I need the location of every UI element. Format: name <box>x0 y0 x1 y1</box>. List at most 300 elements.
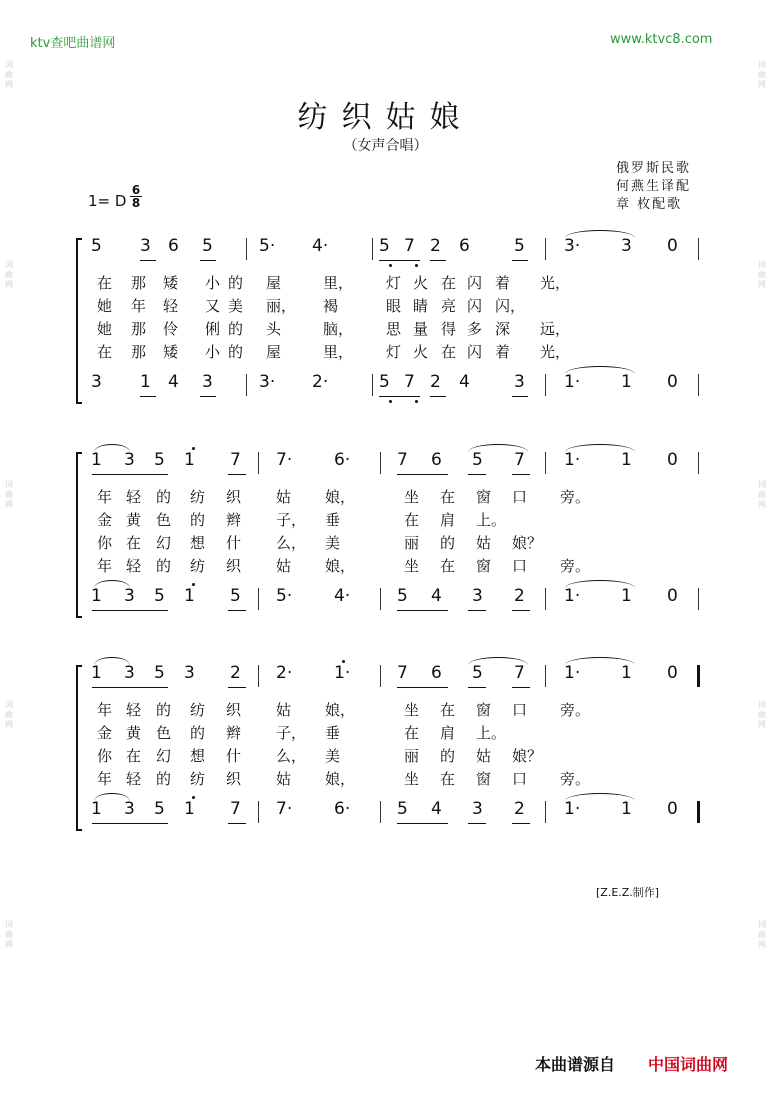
note: 2 <box>230 663 241 683</box>
lyric-char: 窗 <box>476 557 492 575</box>
lyric-char: 里， <box>323 274 354 292</box>
lyric-char: 的 <box>228 320 244 338</box>
lyric-char: 火 <box>413 274 429 292</box>
note: 3 <box>124 586 135 606</box>
beam-underline <box>379 260 420 261</box>
bar-line <box>246 238 247 260</box>
bar-line <box>698 588 699 610</box>
footer-source-label: 本曲谱源自 <box>535 1055 616 1074</box>
lyric-char: 上。 <box>476 511 507 529</box>
lyric-char: 在 <box>440 557 456 575</box>
lyric-char: 美 <box>325 747 341 765</box>
lyric-char: 色 <box>156 511 172 529</box>
beam-underline <box>228 610 246 611</box>
note: 1 <box>621 586 632 606</box>
bar-line <box>258 665 259 687</box>
left-watermark: 词曲网 <box>5 920 13 949</box>
slur <box>565 230 635 238</box>
header-left-site[interactable]: ktv查吧曲谱网 <box>30 36 116 51</box>
beam-underline <box>92 474 168 475</box>
lyric-char: 丽 <box>404 747 420 765</box>
bar-line <box>380 665 381 687</box>
note: 0 <box>667 450 678 470</box>
bar-line <box>246 374 247 396</box>
note: 5 <box>397 799 408 819</box>
bar-line <box>372 374 373 396</box>
left-watermark: 词曲网 <box>5 700 13 729</box>
lyric-char: 窗 <box>476 701 492 719</box>
lyric-char: 矮 <box>163 343 179 361</box>
lyric-char: 美 <box>325 534 341 552</box>
note: 5 <box>91 236 102 256</box>
lyric-char: 她 <box>97 297 113 315</box>
slur <box>94 793 130 801</box>
note: 1 <box>140 372 151 392</box>
lyric-char: 得 <box>441 320 457 338</box>
note: 1 <box>621 372 632 392</box>
lyric-char: 姑 <box>276 488 292 506</box>
octave-dot-below <box>415 400 418 403</box>
note: 2 <box>430 372 441 392</box>
lyric-char: 坐 <box>404 557 420 575</box>
lyric-char: 的 <box>228 274 244 292</box>
note: 0 <box>667 586 678 606</box>
system-brace <box>76 665 82 831</box>
lyric-char: 姑 <box>476 534 492 552</box>
system-brace <box>76 238 82 404</box>
note: 5· <box>259 236 276 256</box>
beam-underline <box>92 687 168 688</box>
note: 1 <box>184 586 195 606</box>
lyric-char: 俐 <box>205 320 221 338</box>
beam-underline <box>468 474 486 475</box>
lyric-char: 什 <box>226 534 242 552</box>
lyric-char: 多 <box>467 320 483 338</box>
lyric-char: 那 <box>131 343 147 361</box>
lyric-char: 娘？ <box>512 534 543 552</box>
lyric-char: 肩 <box>440 511 456 529</box>
note: 7 <box>514 663 525 683</box>
note: 7· <box>276 450 293 470</box>
lyric-char: 闪 <box>467 297 483 315</box>
left-watermark: 词曲网 <box>5 480 13 509</box>
note: 4 <box>459 372 470 392</box>
lyric-char: 幻 <box>156 534 172 552</box>
lyric-char: 轻 <box>126 488 142 506</box>
note: 5 <box>472 450 483 470</box>
note: 3 <box>472 799 483 819</box>
bar-line <box>545 588 546 610</box>
note: 7· <box>276 799 293 819</box>
lyric-char: 窗 <box>476 770 492 788</box>
lyric-char: 小 <box>205 343 221 361</box>
octave-dot <box>342 660 345 663</box>
note: 1 <box>184 799 195 819</box>
bar-line <box>258 588 259 610</box>
note: 0 <box>667 372 678 392</box>
beam-underline <box>92 610 168 611</box>
lyric-char: 旁。 <box>560 488 591 506</box>
header-right-site[interactable]: www.ktvc8.com <box>610 32 713 47</box>
lyric-char: 那 <box>131 320 147 338</box>
lyric-char: 光， <box>540 274 571 292</box>
lyric-char: 旁。 <box>560 701 591 719</box>
lyric-char: 黄 <box>126 724 142 742</box>
slur <box>565 444 635 452</box>
note: 5 <box>154 450 165 470</box>
note: 7 <box>397 450 408 470</box>
note: 3 <box>514 372 525 392</box>
bar-line <box>380 452 381 474</box>
lyric-char: 她 <box>97 320 113 338</box>
lyric-char: 年 <box>97 770 113 788</box>
octave-dot <box>192 796 195 799</box>
lyric-char: 你 <box>97 534 113 552</box>
lyric-char: 在 <box>440 488 456 506</box>
lyric-char: 么， <box>276 534 307 552</box>
note: 7 <box>514 450 525 470</box>
note: 3· <box>259 372 276 392</box>
left-watermark: 词曲网 <box>5 60 13 89</box>
lyric-char: 的 <box>440 747 456 765</box>
lyric-char: 娘？ <box>512 747 543 765</box>
lyric-char: 轻 <box>126 557 142 575</box>
lyric-char: 丽， <box>266 297 297 315</box>
lyric-char: 轻 <box>126 701 142 719</box>
lyric-char: 黄 <box>126 511 142 529</box>
lyric-char: 着 <box>495 274 511 292</box>
lyric-char: 色 <box>156 724 172 742</box>
note: 7 <box>230 450 241 470</box>
slur <box>565 793 635 801</box>
lyric-char: 纺 <box>190 488 206 506</box>
lyric-char: 窗 <box>476 488 492 506</box>
lyric-char: 眼 <box>386 297 402 315</box>
octave-dot-below <box>389 400 392 403</box>
bar-line <box>380 801 381 823</box>
note: 5 <box>154 799 165 819</box>
note: 1 <box>621 799 632 819</box>
note: 3 <box>91 372 102 392</box>
lyric-char: 思 <box>386 320 402 338</box>
lyric-char: 在 <box>440 770 456 788</box>
key-signature: 1= D <box>88 192 127 210</box>
note: 5 <box>202 236 213 256</box>
beam-underline <box>228 823 246 824</box>
slur <box>94 657 130 665</box>
note: 5 <box>154 663 165 683</box>
song-subtitle: （女声合唱） <box>343 138 428 154</box>
bar-line <box>697 665 700 687</box>
note: 3 <box>124 663 135 683</box>
lyric-char: 娘， <box>325 557 356 575</box>
note: 5· <box>276 586 293 606</box>
note: 1 <box>91 799 102 819</box>
lyric-char: 幻 <box>156 747 172 765</box>
lyric-char: 的 <box>156 557 172 575</box>
system-brace <box>76 452 82 618</box>
lyric-char: 在 <box>126 534 142 552</box>
note: 1 <box>91 450 102 470</box>
octave-dot <box>192 583 195 586</box>
lyric-char: 织 <box>226 557 242 575</box>
note: 4 <box>168 372 179 392</box>
beam-underline <box>200 260 216 261</box>
lyric-char: 口 <box>512 488 528 506</box>
lyric-char: 辫 <box>226 511 242 529</box>
note: 7 <box>404 236 415 256</box>
note: 1· <box>564 372 581 392</box>
bar-line <box>697 801 700 823</box>
lyric-char: 的 <box>156 488 172 506</box>
note: 1 <box>621 450 632 470</box>
lyric-char: 着 <box>495 343 511 361</box>
note: 5 <box>379 372 390 392</box>
beam-underline <box>140 260 156 261</box>
lyric-char: 屋 <box>266 343 282 361</box>
right-watermark: 词曲网 <box>758 700 766 729</box>
beam-underline <box>512 474 530 475</box>
beam-underline <box>228 474 246 475</box>
beam-underline <box>92 823 168 824</box>
note: 1 <box>91 663 102 683</box>
bar-line <box>380 588 381 610</box>
lyric-char: 辫 <box>226 724 242 742</box>
note: 7 <box>230 799 241 819</box>
beam-underline <box>468 823 486 824</box>
note: 6 <box>431 450 442 470</box>
bar-line <box>698 374 699 396</box>
note: 0 <box>667 663 678 683</box>
lyric-char: 年 <box>97 557 113 575</box>
beam-underline <box>397 823 448 824</box>
lyric-char: 又 <box>205 297 221 315</box>
lyric-char: 金 <box>97 724 113 742</box>
maker-credit: [Z.E.Z.制作] <box>596 886 660 899</box>
note: 2 <box>514 799 525 819</box>
time-signature <box>130 184 142 209</box>
lyric-char: 旁。 <box>560 770 591 788</box>
lyric-char: 口 <box>512 770 528 788</box>
lyric-char: 姑 <box>276 770 292 788</box>
right-watermark: 词曲网 <box>758 60 766 89</box>
bar-line <box>258 452 259 474</box>
lyric-char: 口 <box>512 701 528 719</box>
lyric-char: 灯 <box>386 343 402 361</box>
note: 6· <box>334 450 351 470</box>
bar-line <box>545 238 546 260</box>
beam-underline <box>397 610 448 611</box>
credit-line: 俄罗斯民歌 <box>616 161 692 176</box>
lyric-char: 织 <box>226 770 242 788</box>
lyric-char: 垂 <box>325 511 341 529</box>
note: 3 <box>140 236 151 256</box>
lyric-char: 伶 <box>163 320 179 338</box>
lyric-char: 金 <box>97 511 113 529</box>
lyric-char: 想 <box>190 747 206 765</box>
bar-line <box>258 801 259 823</box>
beam-underline <box>512 396 528 397</box>
bar-line <box>545 452 546 474</box>
lyric-char: 矮 <box>163 274 179 292</box>
lyric-char: 美 <box>228 297 244 315</box>
lyric-char: 垂 <box>325 724 341 742</box>
note: 3 <box>202 372 213 392</box>
lyric-char: 纺 <box>190 701 206 719</box>
lyric-char: 在 <box>97 274 113 292</box>
bar-line <box>545 374 546 396</box>
lyric-char: 睛 <box>413 297 429 315</box>
note: 0 <box>667 799 678 819</box>
lyric-char: 那 <box>131 274 147 292</box>
beam-underline <box>430 260 446 261</box>
beam-underline <box>228 687 246 688</box>
lyric-char: 小 <box>205 274 221 292</box>
lyric-char: 么， <box>276 747 307 765</box>
beam-underline <box>512 823 530 824</box>
octave-dot-below <box>415 264 418 267</box>
lyric-char: 什 <box>226 747 242 765</box>
note: 6· <box>334 799 351 819</box>
lyric-char: 坐 <box>404 701 420 719</box>
lyric-char: 上。 <box>476 724 507 742</box>
slur <box>565 366 635 374</box>
beam-underline <box>140 396 156 397</box>
lyric-char: 量 <box>413 320 429 338</box>
lyric-char: 织 <box>226 701 242 719</box>
lyric-char: 纺 <box>190 770 206 788</box>
note: 3 <box>124 799 135 819</box>
lyric-char: 娘， <box>325 701 356 719</box>
note: 2· <box>312 372 329 392</box>
lyric-char: 姑 <box>476 747 492 765</box>
time-sig-bottom: 8 <box>131 196 141 210</box>
lyric-char: 轻 <box>163 297 179 315</box>
note: 0 <box>667 236 678 256</box>
beam-underline <box>512 687 530 688</box>
note: 5 <box>154 586 165 606</box>
lyric-char: 在 <box>441 343 457 361</box>
lyric-char: 的 <box>228 343 244 361</box>
note: 3 <box>124 450 135 470</box>
song-title: 纺织姑娘 <box>297 100 474 135</box>
note: 1· <box>334 663 351 683</box>
note: 4· <box>312 236 329 256</box>
lyric-char: 子， <box>276 724 307 742</box>
beam-underline <box>468 610 486 611</box>
bar-line <box>698 238 699 260</box>
credit-line: 章 枚配歌 <box>616 197 683 212</box>
lyric-char: 的 <box>156 701 172 719</box>
note: 2 <box>430 236 441 256</box>
bar-line <box>698 452 699 474</box>
beam-underline <box>512 260 528 261</box>
lyric-char: 年 <box>97 488 113 506</box>
lyric-char: 亮 <box>441 297 457 315</box>
left-watermark: 词曲网 <box>5 260 13 289</box>
note: 1 <box>91 586 102 606</box>
credits <box>616 160 691 214</box>
lyric-char: 丽 <box>404 534 420 552</box>
lyric-char: 的 <box>190 724 206 742</box>
lyric-char: 你 <box>97 747 113 765</box>
right-watermark: 词曲网 <box>758 260 766 289</box>
lyric-char: 光， <box>540 343 571 361</box>
lyric-char: 闪 <box>467 274 483 292</box>
lyric-char: 在 <box>126 747 142 765</box>
lyric-char: 坐 <box>404 770 420 788</box>
note: 6 <box>459 236 470 256</box>
lyric-char: 在 <box>404 511 420 529</box>
slur <box>94 580 130 588</box>
slur <box>94 444 130 452</box>
note: 1 <box>621 663 632 683</box>
lyric-char: 轻 <box>126 770 142 788</box>
bar-line <box>372 238 373 260</box>
lyric-char: 的 <box>440 534 456 552</box>
bar-line <box>545 665 546 687</box>
slur <box>565 657 635 665</box>
note: 5 <box>397 586 408 606</box>
note: 5 <box>379 236 390 256</box>
note: 1 <box>184 450 195 470</box>
footer-source-name[interactable]: 中国词曲网 <box>648 1055 729 1074</box>
lyric-char: 在 <box>97 343 113 361</box>
right-watermark: 词曲网 <box>758 480 766 509</box>
note: 5 <box>514 236 525 256</box>
lyric-char: 闪， <box>495 297 526 315</box>
note: 3 <box>621 236 632 256</box>
octave-dot-below <box>389 264 392 267</box>
lyric-char: 年 <box>97 701 113 719</box>
right-watermark: 词曲网 <box>758 920 766 949</box>
lyric-char: 脑， <box>323 320 354 338</box>
note: 1· <box>564 450 581 470</box>
lyric-char: 旁。 <box>560 557 591 575</box>
lyric-char: 纺 <box>190 557 206 575</box>
slur <box>565 580 635 588</box>
lyric-char: 肩 <box>440 724 456 742</box>
lyric-char: 坐 <box>404 488 420 506</box>
lyric-char: 织 <box>226 488 242 506</box>
note: 7 <box>397 663 408 683</box>
beam-underline <box>397 687 448 688</box>
lyric-char: 口 <box>512 557 528 575</box>
slur <box>468 444 528 452</box>
lyric-char: 的 <box>190 511 206 529</box>
note: 3 <box>184 663 195 683</box>
lyric-char: 里， <box>323 343 354 361</box>
note: 5 <box>230 586 241 606</box>
lyric-char: 年 <box>131 297 147 315</box>
lyric-char: 姑 <box>276 701 292 719</box>
lyric-char: 的 <box>156 770 172 788</box>
note: 4· <box>334 586 351 606</box>
lyric-char: 娘， <box>325 488 356 506</box>
beam-underline <box>379 396 420 397</box>
lyric-char: 深 <box>495 320 511 338</box>
beam-underline <box>468 687 486 688</box>
lyric-char: 在 <box>404 724 420 742</box>
beam-underline <box>512 610 530 611</box>
note: 4 <box>431 586 442 606</box>
note: 3· <box>564 236 581 256</box>
lyric-char: 在 <box>440 701 456 719</box>
note: 2· <box>276 663 293 683</box>
lyric-char: 头 <box>266 320 282 338</box>
note: 4 <box>431 799 442 819</box>
beam-underline <box>397 474 448 475</box>
